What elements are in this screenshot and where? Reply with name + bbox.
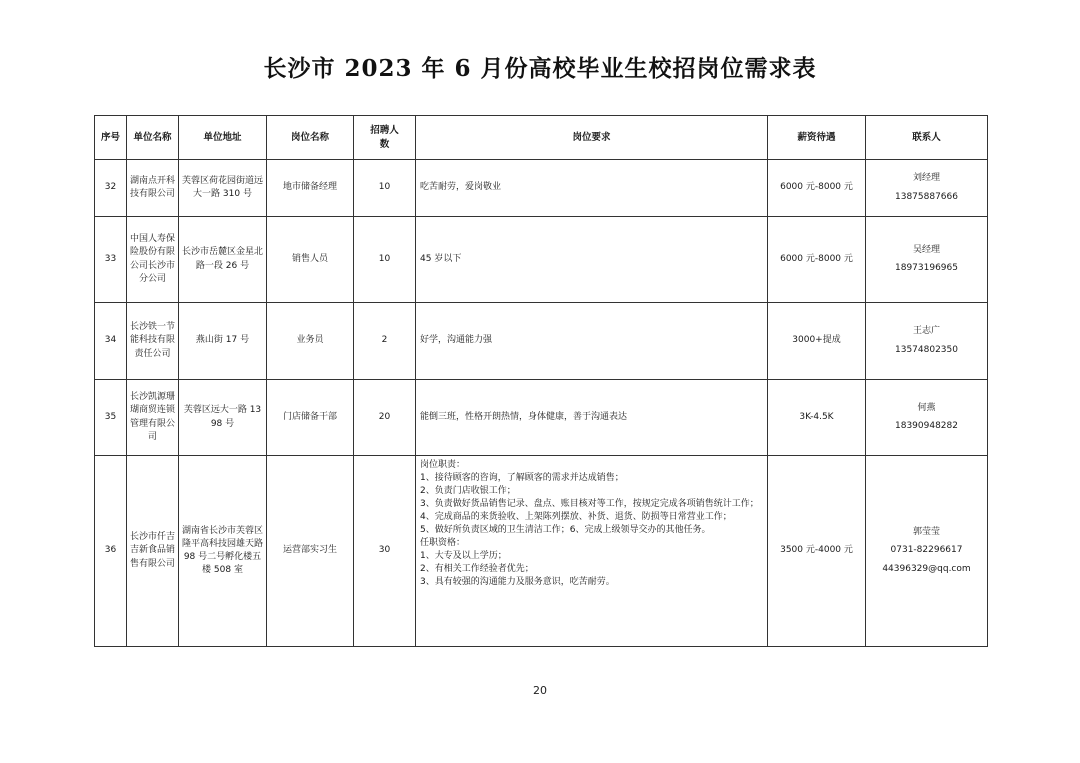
cell-address: 芙蓉区荷花园街道远大一路 310 号	[179, 160, 267, 217]
cell-requirements	[416, 380, 768, 456]
cell-contact	[866, 380, 988, 456]
cell-no: 33	[95, 217, 127, 303]
header-company: 单位名称	[127, 116, 179, 160]
cell-no: 36	[95, 456, 127, 647]
cell-position: 业务员	[267, 303, 354, 380]
cell-requirements	[416, 160, 768, 217]
table-row	[95, 380, 988, 456]
cell-company: 中国人寿保险股份有限公司长沙市分公司	[127, 217, 179, 303]
cell-headcount: 2	[354, 303, 416, 380]
header-headcount: 招聘人数	[354, 116, 416, 160]
table-row	[95, 217, 988, 303]
requirement-line: 2、有相关工作经验者优先；	[420, 564, 534, 575]
requirement-line: 吃苦耐劳，爱岗敬业	[420, 182, 502, 193]
contact-name: 郭莹莹	[912, 527, 940, 538]
cell-contact	[866, 456, 988, 647]
contact-info: 18973196965	[895, 263, 958, 273]
cell-position: 运营部实习生	[267, 456, 354, 647]
cell-position: 地市储备经理	[267, 160, 354, 217]
requirement-line: 1、大专及以上学历；	[420, 551, 507, 562]
cell-requirements	[416, 303, 768, 380]
requirement-line: 45 岁以下	[420, 253, 462, 264]
requirement-line: 4、完成商品的来货验收、上架陈列摆放、补货、退货、防损等日常营业工作；	[420, 512, 732, 523]
contact-info: 44396329@qq.com	[882, 563, 971, 574]
requirement-line: 好学，沟通能力强	[420, 335, 493, 346]
cell-no: 32	[95, 160, 127, 217]
requirement-line: 3、负责做好货品销售记录、盘点、账目核对等工作，按规定完成各项销售统计工作；	[420, 499, 759, 510]
requirement-line: 岗位职责：	[420, 460, 466, 470]
cell-salary: 3K-4.5K	[768, 380, 866, 456]
contact-name: 何燕	[917, 402, 936, 413]
cell-company: 长沙市仟吉吉新食品销售有限公司	[127, 456, 179, 647]
table-row	[95, 303, 988, 380]
cell-company: 长沙凯源珊瑚商贸连锁管理有限公司	[127, 380, 179, 456]
cell-requirements	[416, 456, 768, 647]
cell-address: 湖南省长沙市芙蓉区隆平高科技园雄天路 98 号二号孵化楼五楼 508 室	[179, 456, 267, 647]
cell-salary: 3500 元-4000 元	[768, 456, 866, 647]
cell-headcount: 20	[354, 380, 416, 456]
header-requirements: 岗位要求	[416, 116, 768, 160]
cell-salary: 6000 元-8000 元	[768, 217, 866, 303]
cell-headcount: 30	[354, 456, 416, 647]
recruitment-table	[94, 115, 988, 647]
table-body	[95, 160, 988, 647]
cell-headcount: 10	[354, 160, 416, 217]
table-header-row	[95, 116, 988, 160]
requirement-line: 任职资格：	[420, 538, 466, 549]
requirement-line: 能倒三班，性格开朗热情，身体健康，善于沟通表达	[420, 411, 628, 422]
page-number: 20	[533, 684, 547, 697]
requirement-line: 5、做好所负责区域的卫生清洁工作；6、完成上级领导交办的其他任务。	[420, 525, 711, 536]
cell-contact	[866, 303, 988, 380]
cell-salary: 6000 元-8000 元	[768, 160, 866, 217]
cell-position: 门店储备干部	[267, 380, 354, 456]
table-row	[95, 456, 988, 647]
cell-contact	[866, 160, 988, 217]
cell-position: 销售人员	[267, 217, 354, 303]
header-position: 岗位名称	[267, 116, 354, 160]
cell-company: 长沙铁一节能科技有限责任公司	[127, 303, 179, 380]
cell-no: 34	[95, 303, 127, 380]
header-address: 单位地址	[179, 116, 267, 160]
page-title: 长沙市 2023 年 6 月份高校毕业生校招岗位需求表	[263, 55, 817, 82]
cell-requirements	[416, 217, 768, 303]
header-salary: 薪资待遇	[768, 116, 866, 160]
cell-company: 湖南点开科技有限公司	[127, 160, 179, 217]
contact-name: 刘经理	[912, 173, 940, 184]
header-no: 序号	[95, 116, 127, 160]
cell-no: 35	[95, 380, 127, 456]
cell-contact	[866, 217, 988, 303]
contact-info: 13875887666	[895, 191, 958, 202]
cell-address: 燕山街 17 号	[179, 303, 267, 380]
requirement-line: 3、具有较强的沟通能力及服务意识，吃苦耐劳。	[420, 577, 615, 588]
cell-address: 长沙市岳麓区金星北路一段 26 号	[179, 217, 267, 303]
contact-name: 吴经理	[912, 244, 940, 255]
contact-info: 18390948282	[895, 421, 958, 431]
requirement-line: 1、接待顾客的咨询，了解顾客的需求并达成销售；	[420, 473, 624, 484]
cell-salary: 3000+提成	[768, 303, 866, 380]
cell-address: 芙蓉区远大一路 1398 号	[179, 380, 267, 456]
contact-info: 13574802350	[895, 344, 958, 355]
contact-name: 王志广	[912, 326, 940, 337]
contact-info: 0731-82296617	[890, 545, 963, 556]
header-contact: 联系人	[866, 116, 988, 160]
requirement-line: 2、负责门店收银工作；	[420, 486, 516, 497]
table-row	[95, 160, 988, 217]
cell-headcount: 10	[354, 217, 416, 303]
